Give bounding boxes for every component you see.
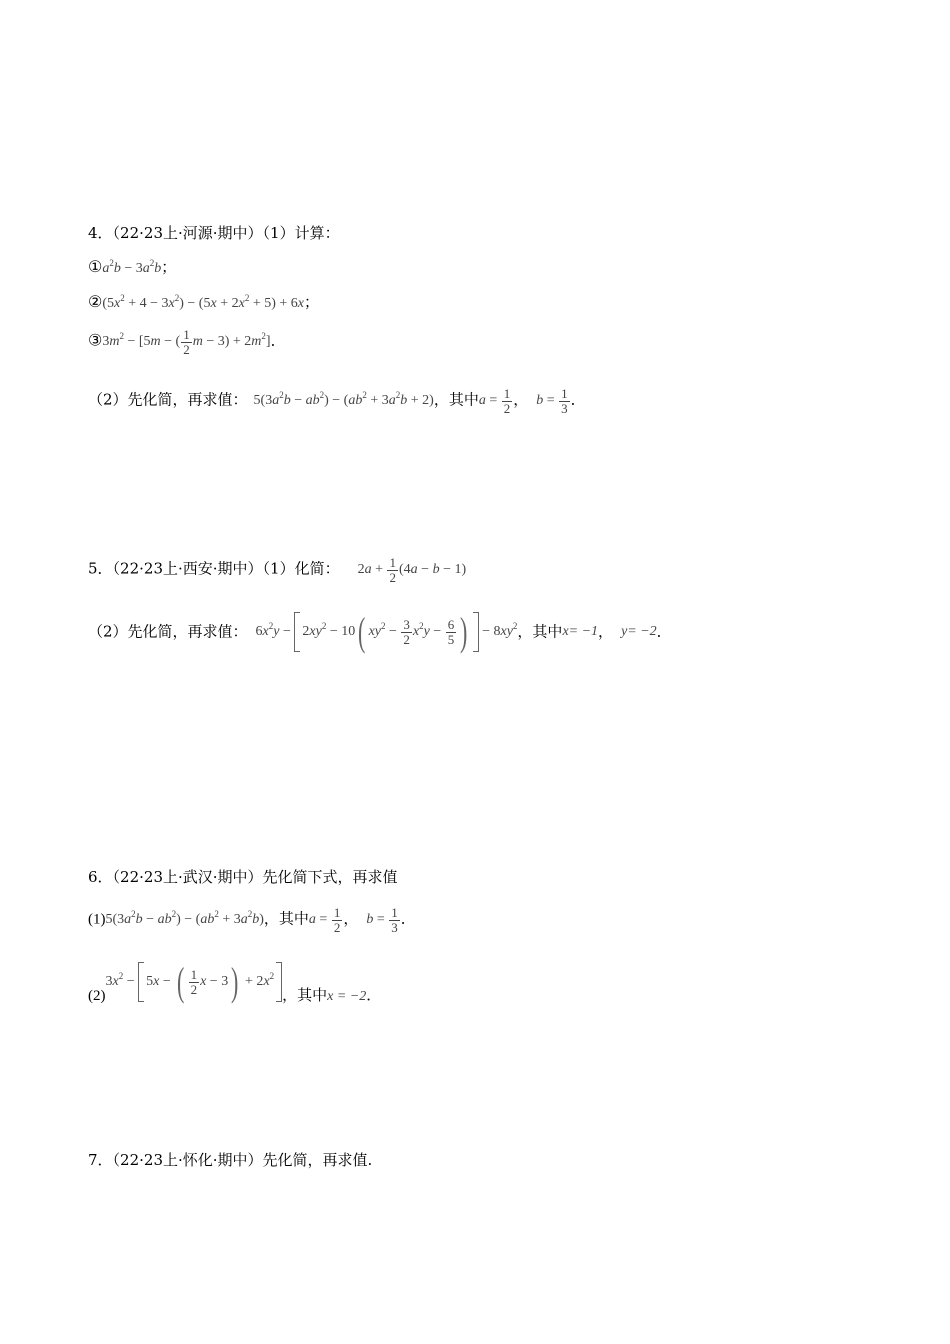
q6-part-2: [88, 959, 382, 1004]
q5-heading-text: 5．（22·23上·西安·期中）（1）化简：: [88, 559, 340, 578]
q5-part-2-end: ．: [656, 622, 672, 641]
q4-part-2: [88, 387, 586, 415]
q6-part-2-label: (2): [88, 988, 106, 1004]
q6-part-2-where: ，其中: [282, 986, 328, 1004]
q5-part-1-expr: 2a + $\frac{1}{2}$ (4a − b − 1): [357, 555, 467, 585]
q4-heading: 4．（22·23上·河源·期中）（1）计算：: [88, 224, 340, 242]
q4-part-2-expr: $5(3a^2b - ab^2) - (ab^2 + 3a^2b + 2)$: [253, 390, 434, 409]
q4-item-2-expr: $(5x^2 + 4 - 3x^2) - (5x + 2x^2 + 5) + 6x$: [102, 293, 304, 311]
q6-part-2-expr: $3x^2 - 5x$ − ( $\frac{1}{2}$ $x - 3) + 2x^2$: [106, 974, 283, 989]
q5-part-2-sep: ，: [598, 622, 614, 641]
q5-part-2-where: ，其中: [517, 622, 563, 641]
q5-part-2-x: x= −1: [562, 624, 599, 639]
q5-part-2-label: （2）先化简，再求值：: [88, 622, 248, 641]
q6-part-1-b: b = $\frac{1}{3}$: [366, 905, 398, 935]
q4-item-3-mark: ③: [88, 330, 103, 350]
q5-part-2-expr: $6x^2y - 2xy^2 - 10$( $xy^2$ − $\frac{3}{2}$ $x^2y$ − $\frac{6}{5}$ ) − $8xy^2$: [255, 609, 518, 654]
q4-part-2-where: ，其中: [433, 390, 479, 409]
q6-part-1-a: a = $\frac{1}{2}$: [308, 905, 341, 935]
q6-part-2-end: ．: [366, 986, 382, 1004]
q4-item-3: [88, 328, 286, 356]
q4-item-1: $①a^2b - 3a^2b$；: [88, 257, 177, 276]
q6-part-1: [88, 906, 416, 934]
q4-part-2-a: a = $\frac{1}{2}$: [478, 386, 511, 416]
q4-part-2-b: b = $\frac{1}{3}$: [536, 386, 568, 416]
q4-item-2-mark: ②: [88, 292, 103, 311]
q5-part-2-y: y= −2: [621, 624, 657, 639]
q4-part-2-sep: ，: [513, 390, 529, 409]
q6-part-1-where: ，其中: [263, 909, 309, 928]
q7-heading: 7．（22·23上·怀化·期中）先化简，再求值.: [88, 1151, 373, 1169]
q4-item-3-end: ．: [270, 331, 286, 350]
q4-part-2-end: ．: [570, 390, 586, 409]
q5-heading: [88, 556, 466, 584]
q5-part-2: [88, 609, 672, 654]
q4-item-1-expr: $a^2b - 3a^2b$: [102, 258, 162, 276]
q6-part-1-label: (1): [88, 911, 106, 928]
q4-part-2-label: （2）先化简，再求值：: [88, 390, 248, 409]
q4-item-2: $②(5x^2 + 4 - 3x^2) - (5x + 2x^2 + 5) + 6x$；: [88, 292, 320, 311]
q6-part-1-sep: ，: [343, 909, 359, 928]
q4-item-1-mark: ①: [88, 257, 103, 276]
q6-heading: 6．（22·23上·武汉·期中）先化简下式，再求值: [88, 868, 398, 886]
q6-part-1-end: ．: [400, 909, 416, 928]
q4-item-3-expr: $3m^2 - [5m$ − ( $\frac{1}{2}$ $m - 3) + 2m^2$]: [102, 327, 271, 357]
q6-part-2-x: x = −2: [327, 989, 367, 1004]
q6-part-1-expr: $5(3a^2b - ab^2) - (ab^2 + 3a^2b)$: [105, 909, 264, 928]
